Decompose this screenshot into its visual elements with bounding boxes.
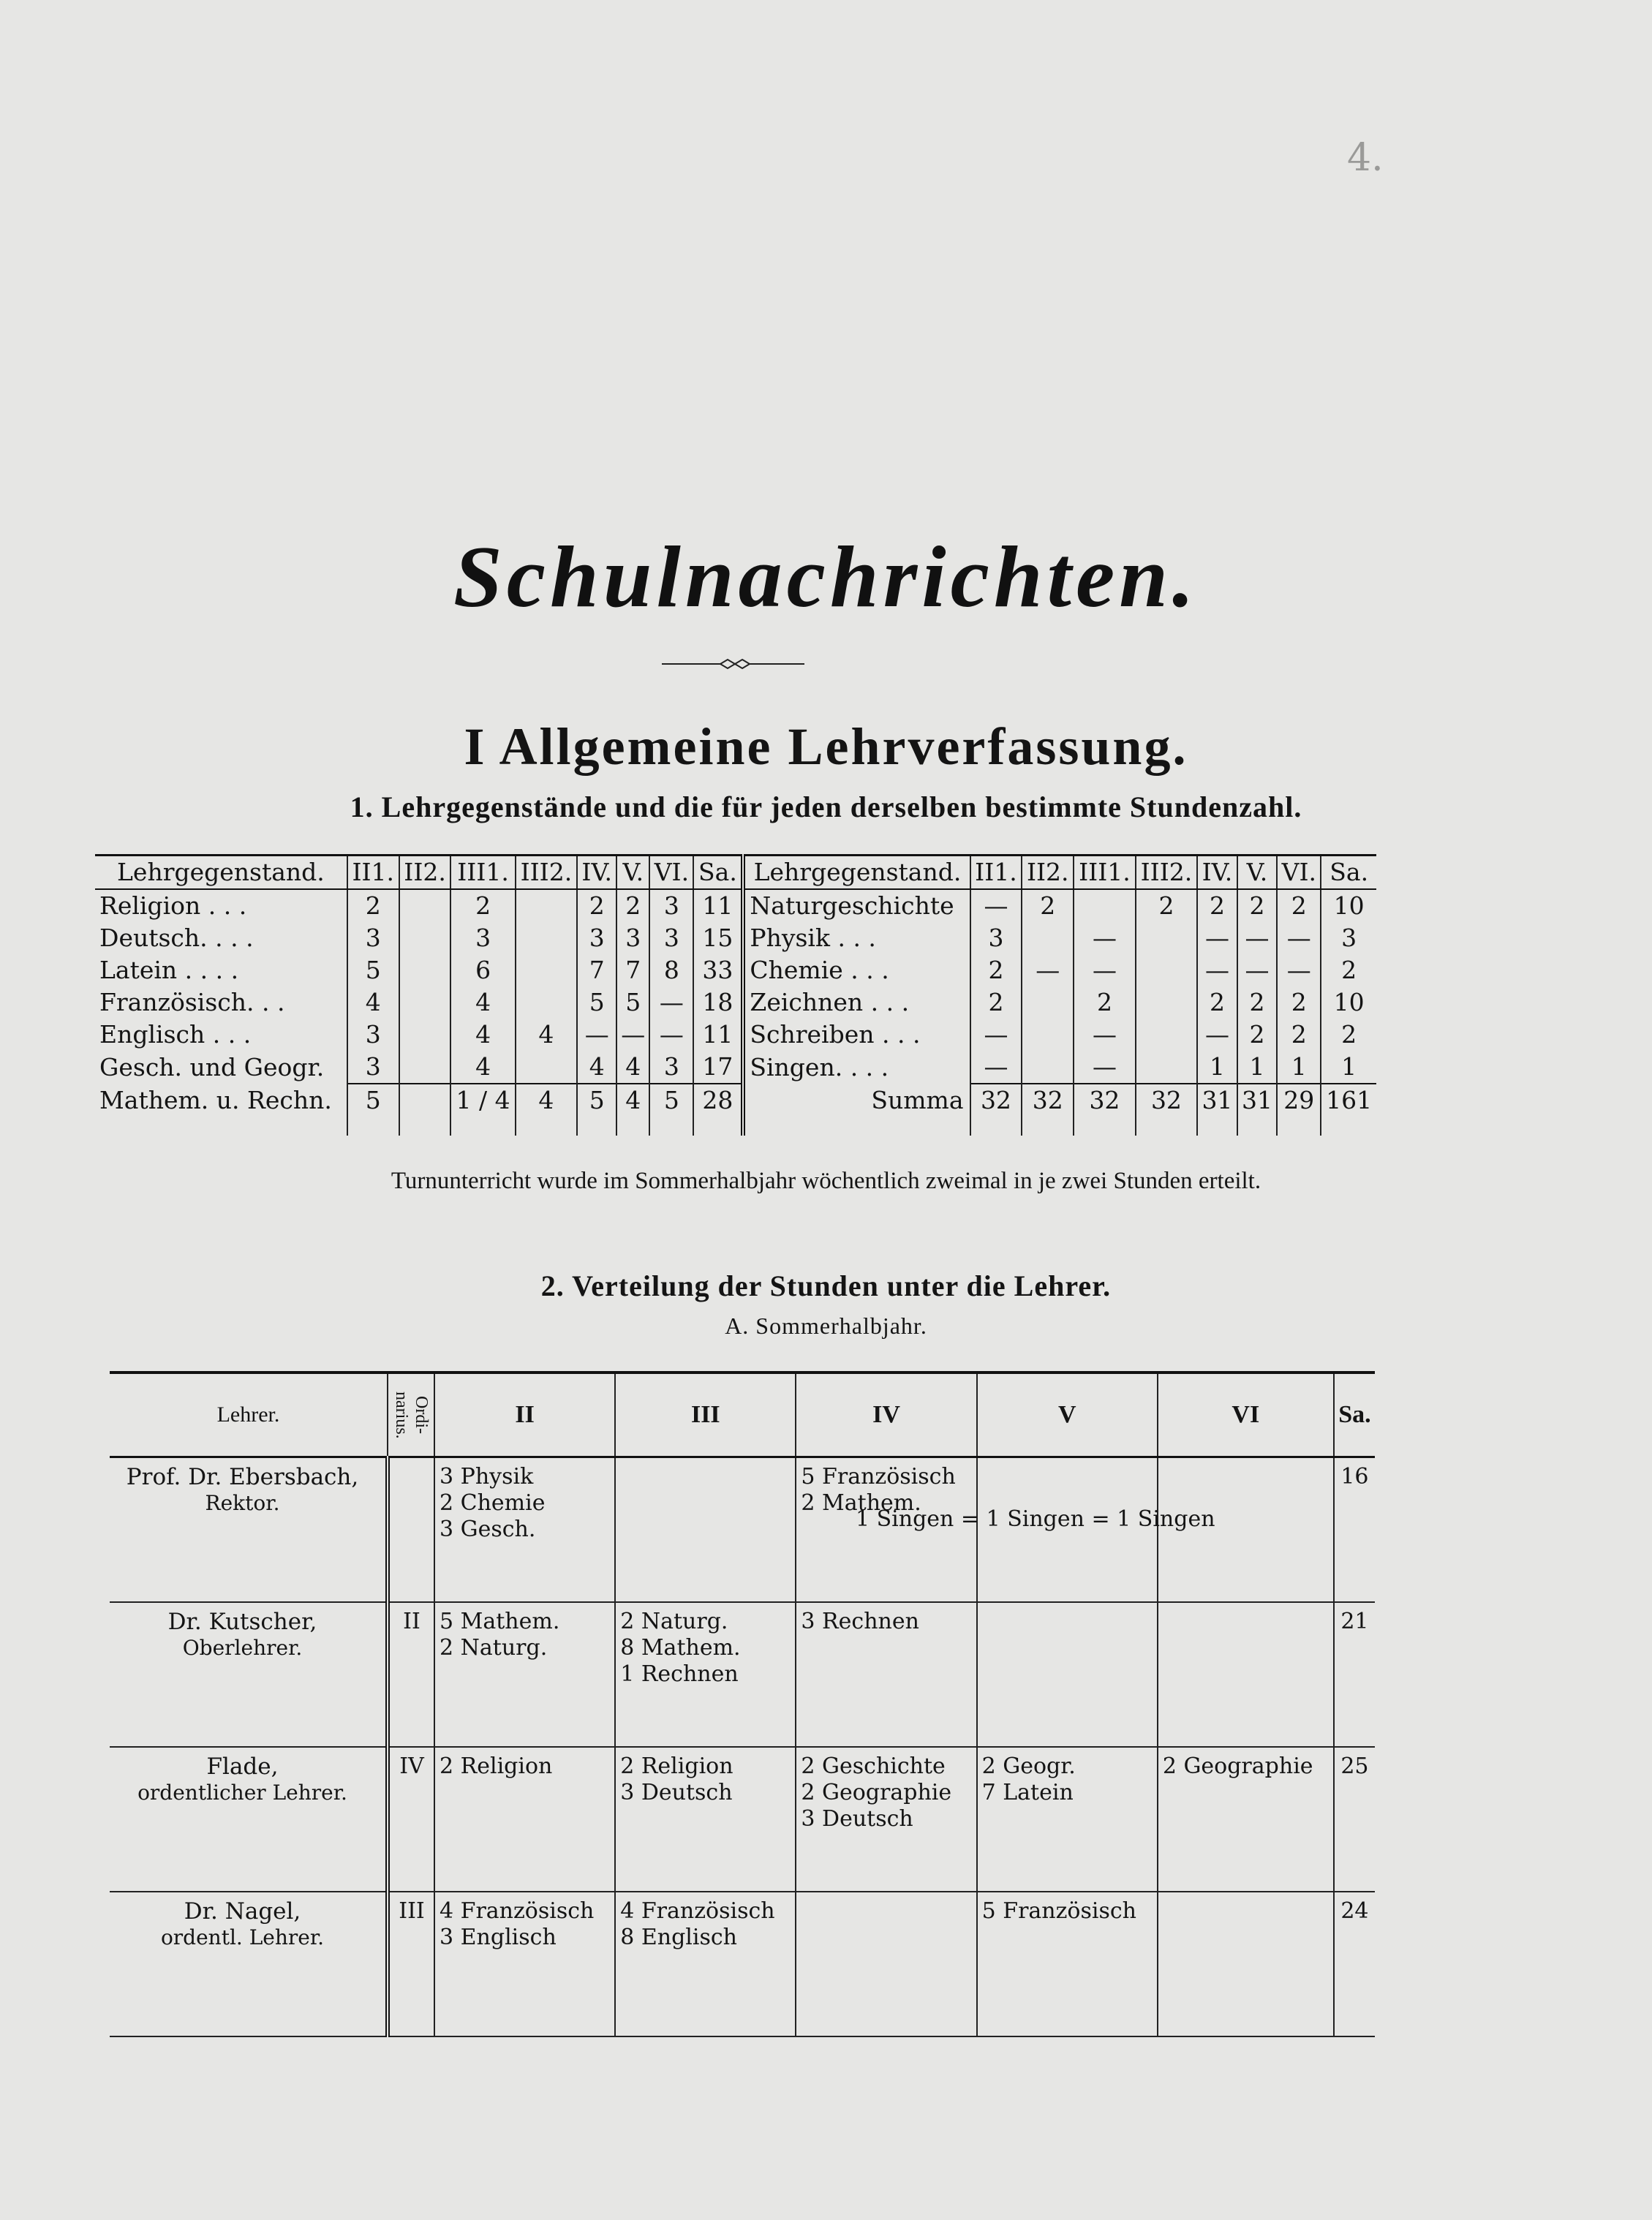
class-cell (977, 1892, 1158, 2036)
class-cell (796, 1602, 976, 1747)
teacher-row (110, 1602, 1375, 1747)
hours-cell: 3 (347, 1019, 399, 1051)
sum-cell: 32 (1022, 1084, 1074, 1136)
hours-cell: 2 (347, 889, 399, 922)
table-row (95, 954, 1376, 986)
hours-cell: 3 (347, 922, 399, 954)
hours-cell: 2 (1237, 986, 1278, 1019)
lesson-entry: 4 Französisch (440, 1898, 595, 1924)
table-row (95, 986, 1376, 1019)
hours-cell (399, 954, 451, 986)
column-header: V. (1237, 856, 1278, 890)
gymnastics-note: Turnunterricht wurde im Sommerhalbjahr wöchentlich zweimal in je zwei Stunden erteilt. (391, 1168, 1261, 1194)
column-header: II (434, 1373, 615, 1457)
hours-cell: 4 (516, 1084, 578, 1136)
lesson-entry: 2 Geogr. (981, 1753, 1076, 1779)
hours-cell: 2 (577, 889, 616, 922)
hours-cell: — (1197, 1019, 1237, 1051)
teacher-rank: Oberlehrer. (182, 1636, 303, 1660)
subject-hours-table (95, 854, 1376, 1136)
subject-cell: Singen. . . . (743, 1051, 970, 1084)
hours-cell: — (1277, 954, 1321, 986)
column-header: Sa. (1321, 856, 1376, 890)
hours-cell (399, 1084, 451, 1136)
column-header: Sa. (1334, 1373, 1375, 1457)
column-header: II2. (399, 856, 451, 890)
hours-cell: 4 (616, 1051, 649, 1084)
hours-cell (1022, 922, 1074, 954)
class-cell (434, 1457, 615, 1603)
teacher-name: Dr. Nagel, (184, 1898, 301, 1925)
column-header: III1. (1074, 856, 1136, 890)
ordinarius-cell (388, 1457, 434, 1603)
hours-cell: — (970, 1019, 1022, 1051)
page-number: 4. (1347, 136, 1384, 180)
hours-cell: 2 (1022, 889, 1074, 922)
subject-cell: Latein . . . . (99, 956, 239, 984)
hours-cell: 5 (347, 954, 399, 986)
class-cell (615, 1457, 796, 1603)
subsection-1-heading: 1. Lehrgegenstände und die für jeden derselben bestimmte Stundenzahl. (350, 790, 1302, 823)
hours-cell: 2 (1074, 986, 1136, 1019)
column-header: VI. (1277, 856, 1321, 890)
hours-cell: 3 (649, 1051, 693, 1084)
hours-cell: 2 (970, 954, 1022, 986)
hours-cell: — (649, 986, 693, 1019)
lesson-entry: 3 Gesch. (440, 1517, 536, 1542)
subject-cell: Englisch . . . (99, 1020, 252, 1049)
subject-cell: Schreiben . . . (743, 1019, 970, 1051)
column-header: III1. (450, 856, 515, 890)
hours-cell: 10 (1321, 986, 1376, 1019)
column-header: IV (796, 1373, 976, 1457)
lesson-entry: 5 Französisch (801, 1464, 956, 1490)
subject-cell: Naturgeschichte (743, 889, 970, 922)
sum-cell: 32 (1136, 1084, 1198, 1136)
lesson-entry: 5 Mathem. (440, 1609, 560, 1634)
page-title: Schulnachrichten. (453, 528, 1199, 625)
hours-cell (399, 1019, 451, 1051)
hours-cell: 4 (450, 1051, 515, 1084)
hours-cell (1136, 954, 1198, 986)
column-header: Lehrgegenstand. (95, 856, 347, 890)
hours-cell: 2 (1321, 1019, 1376, 1051)
sum-cell: 32 (970, 1084, 1022, 1136)
table-row (95, 1051, 1376, 1084)
lesson-entry: 2 Religion (620, 1753, 733, 1779)
hours-cell: 3 (450, 922, 515, 954)
column-header: Lehrer. (110, 1373, 388, 1457)
ordinarius-cell: IV (388, 1747, 434, 1892)
hours-cell: — (1074, 954, 1136, 986)
column-header: III (615, 1373, 796, 1457)
hours-cell: 4 (450, 986, 515, 1019)
hours-cell (1022, 1019, 1074, 1051)
lesson-entry: 1 Rechnen (620, 1661, 739, 1687)
subject-cell: Gesch. und Geogr. (99, 1052, 325, 1081)
hours-cell: 3 (577, 922, 616, 954)
class-cell (1158, 1747, 1334, 1892)
teacher-cell (110, 1747, 388, 1892)
hours-cell (516, 954, 578, 986)
hours-cell (399, 986, 451, 1019)
sum-cell: 25 (1334, 1747, 1375, 1892)
column-header: II1. (970, 856, 1022, 890)
hours-cell: 2 (616, 889, 649, 922)
hours-cell: 2 (450, 889, 515, 922)
column-header: V (977, 1373, 1158, 1457)
hours-cell: 5 (649, 1084, 693, 1136)
hours-cell: 4 (616, 1084, 649, 1136)
teacher-row (110, 1747, 1375, 1892)
hours-cell: 15 (693, 922, 743, 954)
lesson-entry: 3 Rechnen (801, 1609, 919, 1634)
lesson-entry: 3 Deutsch (620, 1780, 733, 1805)
column-header: III2. (1136, 856, 1198, 890)
teacher-rank: ordentlicher Lehrer. (137, 1781, 347, 1805)
hours-cell: — (1277, 922, 1321, 954)
hours-cell: 2 (970, 986, 1022, 1019)
hours-cell: — (970, 1051, 1022, 1084)
hours-cell (1136, 1051, 1198, 1084)
hours-cell: 5 (577, 1084, 616, 1136)
teacher-rank: ordentl. Lehrer. (160, 1925, 325, 1949)
class-cell (615, 1747, 796, 1892)
class-cell (977, 1602, 1158, 1747)
hours-cell: 4 (577, 1051, 616, 1084)
hours-cell: 1 / 4 (450, 1084, 515, 1136)
hours-cell: 11 (693, 1019, 743, 1051)
lesson-entry: 2 Naturg. (620, 1609, 728, 1634)
hours-cell (516, 922, 578, 954)
column-header: Sa. (693, 856, 743, 890)
hours-cell: 4 (347, 986, 399, 1019)
hours-cell: — (970, 889, 1022, 922)
lesson-entry: 3 Deutsch (801, 1806, 913, 1832)
hours-cell: 2 (1237, 889, 1278, 922)
hours-cell (399, 889, 451, 922)
subject-cell: Religion . . . (99, 891, 247, 920)
lesson-entry: 2 Mathem. (801, 1490, 921, 1516)
teacher-row (110, 1892, 1375, 2036)
column-header: IV. (1197, 856, 1237, 890)
hours-cell: 10 (1321, 889, 1376, 922)
teacher-name: Dr. Kutscher, (167, 1609, 317, 1635)
section-title: I Allgemeine Lehrverfassung. (464, 717, 1188, 776)
hours-cell: 5 (577, 986, 616, 1019)
ordinarius-cell: III (388, 1892, 434, 2036)
lesson-entry: 2 Geographie (1162, 1753, 1313, 1779)
teacher-rank: Rektor. (205, 1491, 280, 1515)
hours-cell (399, 922, 451, 954)
subsection-2a-heading: A. Sommerhalbjahr. (725, 1313, 927, 1339)
class-cell (434, 1892, 615, 2036)
class-cell (796, 1892, 976, 2036)
hours-cell (1022, 986, 1074, 1019)
hours-cell: 33 (693, 954, 743, 986)
teacher-name: Flade, (206, 1753, 279, 1780)
subject-cell: Französisch. . . (99, 988, 285, 1016)
sum-label: Summa (743, 1084, 970, 1136)
hours-cell: — (616, 1019, 649, 1051)
hours-cell (516, 889, 578, 922)
lesson-entry: 8 Mathem. (620, 1635, 741, 1661)
teacher-cell (110, 1892, 388, 2036)
hours-cell (1136, 922, 1198, 954)
hours-cell: 4 (516, 1019, 578, 1051)
hours-cell (1022, 1051, 1074, 1084)
hours-cell (1136, 986, 1198, 1019)
teacher-cell (110, 1457, 388, 1603)
table-row (95, 1084, 1376, 1136)
lesson-entry: 2 Naturg. (440, 1635, 548, 1661)
class-cell (1158, 1892, 1334, 2036)
hours-cell: 18 (693, 986, 743, 1019)
lesson-entry: 3 Englisch (440, 1925, 557, 1950)
subject-cell: Mathem. u. Rechn. (99, 1085, 332, 1114)
hours-cell: 3 (649, 889, 693, 922)
lesson-entry: 4 Französisch (620, 1898, 775, 1924)
column-header: IV. (577, 856, 616, 890)
hours-cell: 2 (1197, 889, 1237, 922)
hours-cell: — (1022, 954, 1074, 986)
sum-cell: 161 (1321, 1084, 1376, 1136)
hours-cell: 2 (1237, 1019, 1278, 1051)
column-header: VI. (649, 856, 693, 890)
subject-cell: Zeichnen . . . (743, 986, 970, 1019)
lesson-entry: 7 Latein (981, 1780, 1074, 1805)
hours-cell: — (1074, 1019, 1136, 1051)
column-header: II1. (347, 856, 399, 890)
lesson-entry: 5 Französisch (981, 1898, 1136, 1924)
hours-cell: 1 (1277, 1051, 1321, 1084)
hours-cell: 1 (1321, 1051, 1376, 1084)
class-cell (1158, 1602, 1334, 1747)
hours-cell: 7 (577, 954, 616, 986)
singen-line: 1 Singen = 1 Singen = 1 Singen (856, 1506, 1215, 1532)
hours-cell: 28 (693, 1084, 743, 1136)
hours-cell: — (1074, 922, 1136, 954)
class-cell (434, 1602, 615, 1747)
column-header: VI (1158, 1373, 1334, 1457)
sum-cell: 16 (1334, 1457, 1375, 1603)
hours-cell: 2 (1136, 889, 1198, 922)
hours-cell: — (1074, 1051, 1136, 1084)
hours-cell (1136, 1019, 1198, 1051)
teacher-name: Prof. Dr. Ebersbach, (126, 1464, 359, 1490)
hours-cell: 3 (649, 922, 693, 954)
hours-cell: 5 (616, 986, 649, 1019)
hours-cell: — (1197, 954, 1237, 986)
hours-cell: 1 (1237, 1051, 1278, 1084)
hours-cell: — (1237, 922, 1278, 954)
hours-cell: 3 (970, 922, 1022, 954)
lesson-entry: 2 Religion (440, 1753, 553, 1779)
column-header: II2. (1022, 856, 1074, 890)
hours-cell: — (1197, 922, 1237, 954)
hours-cell: 3 (1321, 922, 1376, 954)
subject-cell: Chemie . . . (743, 954, 970, 986)
sum-cell: 31 (1237, 1084, 1278, 1136)
column-header: V. (616, 856, 649, 890)
lesson-entry: 3 Physik (440, 1464, 534, 1490)
sum-cell: 24 (1334, 1892, 1375, 2036)
lesson-entry: 2 Chemie (440, 1490, 546, 1516)
hours-cell: 2 (1197, 986, 1237, 1019)
table-row (95, 922, 1376, 954)
class-cell (434, 1747, 615, 1892)
class-cell (615, 1602, 796, 1747)
sum-cell: 29 (1277, 1084, 1321, 1136)
hours-cell: 5 (347, 1084, 399, 1136)
hours-cell: 7 (616, 954, 649, 986)
hours-cell: 3 (616, 922, 649, 954)
hours-cell: 2 (1277, 1019, 1321, 1051)
hours-cell: 6 (450, 954, 515, 986)
class-cell (977, 1747, 1158, 1892)
hours-cell: — (649, 1019, 693, 1051)
table-row (95, 1019, 1376, 1051)
table-row (95, 889, 1376, 922)
teacher-cell (110, 1602, 388, 1747)
subject-cell: Deutsch. . . . (99, 924, 254, 952)
hours-cell: 2 (1277, 986, 1321, 1019)
hours-cell: 3 (347, 1051, 399, 1084)
class-cell (615, 1892, 796, 2036)
teacher-distribution-table (110, 1371, 1375, 2037)
subsection-2-heading: 2. Verteilung der Stunden unter die Lehrer. (540, 1269, 1112, 1302)
ordinarius-cell: II (388, 1602, 434, 1747)
ornament-divider (662, 657, 804, 671)
class-cell (796, 1747, 976, 1892)
hours-cell: 17 (693, 1051, 743, 1084)
column-header: Ordi-narius. (388, 1373, 434, 1457)
hours-cell: 2 (1277, 889, 1321, 922)
hours-cell: 11 (693, 889, 743, 922)
column-header: III2. (516, 856, 578, 890)
hours-cell: 1 (1197, 1051, 1237, 1084)
hours-cell: — (577, 1019, 616, 1051)
hours-cell (516, 1051, 578, 1084)
hours-cell: 8 (649, 954, 693, 986)
sum-cell: 32 (1074, 1084, 1136, 1136)
lesson-entry: 2 Geschichte (801, 1753, 946, 1779)
hours-cell (399, 1051, 451, 1084)
hours-cell: — (1237, 954, 1278, 986)
sum-cell: 21 (1334, 1602, 1375, 1747)
hours-cell (1074, 889, 1136, 922)
hours-cell (516, 986, 578, 1019)
hours-cell: 2 (1321, 954, 1376, 986)
lesson-entry: 2 Geographie (801, 1780, 952, 1805)
column-header: Lehrgegenstand. (743, 856, 970, 890)
sum-cell: 31 (1197, 1084, 1237, 1136)
hours-cell: 4 (450, 1019, 515, 1051)
lesson-entry: 8 Englisch (620, 1925, 737, 1950)
subject-cell: Physik . . . (743, 922, 970, 954)
